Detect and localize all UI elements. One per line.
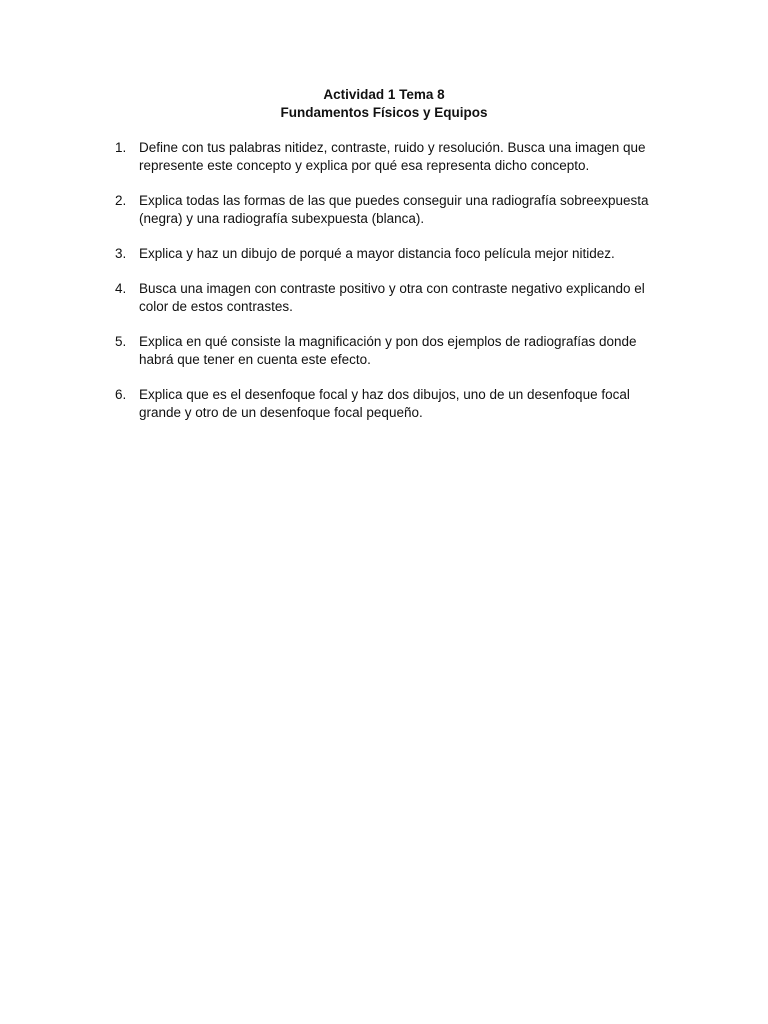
item-number: 6. bbox=[115, 387, 127, 402]
activity-list bbox=[115, 139, 680, 439]
item-line: Explica en qué consiste la magnificación y pon dos ejemplos de radiografías donde bbox=[139, 334, 637, 349]
item-line: Explica que es el desenfoque focal y haz dos dibujos, uno de un desenfoque focal bbox=[139, 387, 630, 402]
item-line: (negra) y una radiografía subexpuesta (blanca). bbox=[139, 211, 425, 226]
list-item bbox=[115, 192, 680, 228]
item-number: 3. bbox=[115, 246, 127, 261]
document-title bbox=[0, 86, 768, 122]
item-line: grande y otro de un desenfoque focal pequeño. bbox=[139, 405, 423, 420]
item-line: Explica y haz un dibujo de porqué a mayor distancia foco película mejor nitidez. bbox=[139, 246, 615, 261]
title-line-2: Fundamentos Físicos y Equipos bbox=[280, 105, 488, 120]
list-item bbox=[115, 245, 680, 263]
item-line: Explica todas las formas de las que puedes conseguir una radiografía sobreexpuesta bbox=[139, 193, 649, 208]
item-number: 4. bbox=[115, 281, 127, 296]
item-number: 1. bbox=[115, 140, 127, 155]
item-line: habrá que tener en cuenta este efecto. bbox=[139, 352, 371, 367]
item-line: color de estos contrastes. bbox=[139, 299, 293, 314]
title-line-1: Actividad 1 Tema 8 bbox=[323, 87, 445, 102]
item-line: represente este concepto y explica por qué esa representa dicho concepto. bbox=[139, 158, 590, 173]
item-number: 2. bbox=[115, 193, 127, 208]
list-item bbox=[115, 333, 680, 369]
list-item bbox=[115, 386, 680, 422]
list-item bbox=[115, 280, 680, 316]
item-line: Busca una imagen con contraste positivo y otra con contraste negativo explicando el bbox=[139, 281, 645, 296]
item-line: Define con tus palabras nitidez, contraste, ruido y resolución. Busca una imagen que bbox=[139, 140, 646, 155]
item-number: 5. bbox=[115, 334, 127, 349]
list-item bbox=[115, 139, 680, 175]
